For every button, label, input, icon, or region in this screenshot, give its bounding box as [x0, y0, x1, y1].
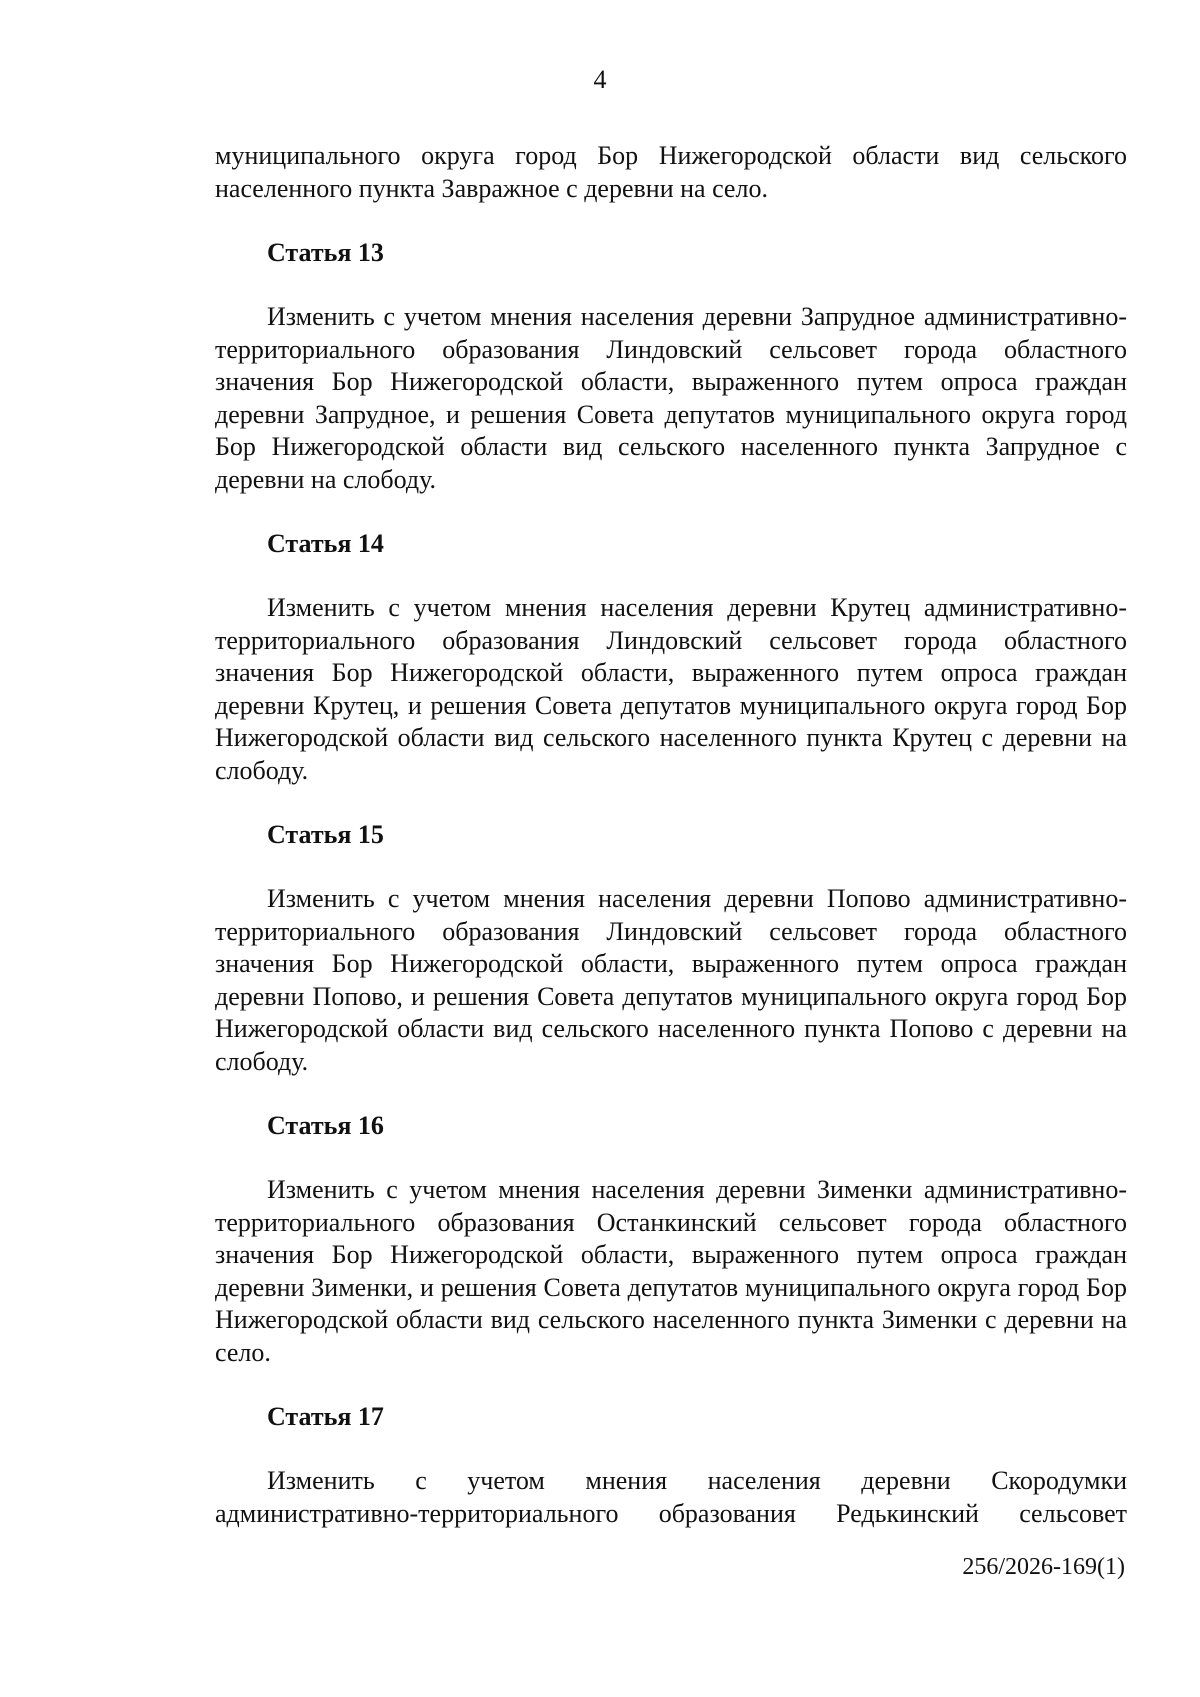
article-17-heading: Статья 17: [267, 1402, 384, 1431]
article-15-heading: Статья 15: [267, 820, 384, 849]
article-13-text: Изменить с учетом мнения населения деревни Запрудное административно-территориального образования Линдовский сельсовет города областного значения Бор Нижегородской области, выраженного путем опроса граждан деревни Запрудное, и решения Совета депутатов муниципального округа город Бор Нижегородской области вид сельского населенного пункта Запрудное с деревни на слободу.: [215, 302, 1127, 494]
article-13-heading: Статья 13: [267, 238, 384, 267]
document-body: [215, 140, 1127, 1530]
article-17-text: Изменить с учетом мнения населения деревни Скородумки административно-территориального образования Редькинский сельсовет: [215, 1466, 1127, 1528]
document-code: 256/2026-169(1): [962, 1554, 1125, 1580]
article-14-text: Изменить с учетом мнения населения деревни Крутец административно-территориального образования Линдовский сельсовет города областного значения Бор Нижегородской области, выраженного путем опроса граждан деревни Крутец, и решения Совета депутатов муниципального округа город Бор Нижегородской области вид сельского населенного пункта Крутец с деревни на слободу.: [215, 593, 1127, 785]
article-16-text: Изменить с учетом мнения населения деревни Зименки административно-территориального образования Останкинский сельсовет города областного значения Бор Нижегородской области, выраженного путем опроса граждан деревни Зименки, и решения Совета депутатов муниципального округа город Бор Нижегородской области вид сельского населенного пункта Зименки с деревни на село.: [215, 1175, 1127, 1367]
page-number: 4: [593, 65, 607, 94]
article-14-heading: Статья 14: [267, 529, 384, 558]
article-16-heading: Статья 16: [267, 1111, 384, 1140]
article-15-text: Изменить с учетом мнения населения деревни Попово административно-территориального образования Линдовский сельсовет города областного значения Бор Нижегородской области, выраженного путем опроса граждан деревни Попово, и решения Совета депутатов муниципального округа город Бор Нижегородской области вид сельского населенного пункта Попово с деревни на слободу.: [215, 884, 1127, 1076]
continuation-paragraph: муниципального округа город Бор Нижегородской области вид сельского населенного пункта Завражное с деревни на село.: [215, 141, 1127, 203]
